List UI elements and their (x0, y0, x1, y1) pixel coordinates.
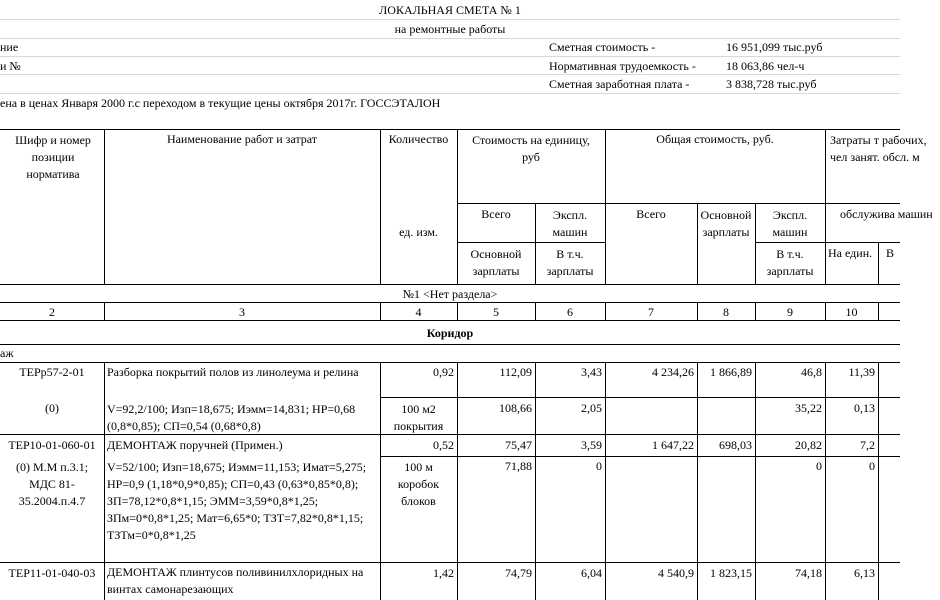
col-header-tc-mach: Экспл. машин (772, 208, 808, 239)
row-total-incl: 35,22 (795, 401, 822, 415)
col-header-labor-unit: На един. (828, 246, 873, 260)
object-label: ние (0, 40, 19, 54)
col-number: 9 (787, 305, 793, 319)
col-header-tc-incl: В т.ч. зарплаты (766, 247, 814, 278)
object-number-label: и № (0, 59, 21, 73)
col-header-uc-mach: Экспл. машин (552, 208, 588, 239)
row-qty: 0,52 (433, 438, 454, 452)
row-name: V=92,2/100; Изп=18,675; Иэмм=14,831; НР=0,68 (0,8*0,85); СП=0,54 (0,68*0,8) (107, 402, 356, 433)
col-number: 4 (415, 305, 422, 319)
row-unit-incl: 0 (596, 459, 602, 473)
summary-cost-value: 16 951,099 тыс.руб (726, 40, 823, 54)
row-total: 4 234,26 (652, 365, 694, 379)
summary-labor-label: Нормативная трудоемкость - (549, 59, 696, 73)
row-labor: 6,13 (854, 566, 875, 580)
col-number: 8 (723, 305, 729, 319)
subsection-title: Коридор (426, 326, 474, 340)
summary-wage-value: 3 838,728 тыс.руб (726, 77, 817, 91)
row-total-wage: 698,03 (719, 438, 752, 452)
row-total-mach: 20,82 (795, 438, 822, 452)
col-number: 3 (239, 305, 245, 319)
estimate-subtitle: на ремонтные работы (394, 22, 506, 36)
row-code: ТЕРр57-2-01 (19, 365, 85, 379)
summary-wage-label: Сметная заработная плата - (549, 77, 690, 91)
row-unit-wage: 108,66 (499, 401, 532, 415)
group-label: аж (0, 346, 14, 360)
col-number: 2 (49, 305, 55, 319)
row-total-wage: 1 866,89 (710, 365, 752, 379)
row-unit-incl: 2,05 (581, 401, 602, 415)
col-header-name: Наименование работ и затрат (166, 132, 318, 146)
row-unit-total: 74,79 (505, 566, 532, 580)
row-code: (0) М.М п.3.1; МДС 81-35.2004.п.4.7 (15, 460, 89, 508)
col-number: 6 (567, 305, 573, 319)
summary-cost-label: Сметная стоимость - (549, 40, 656, 54)
row-unit-total: 75,47 (505, 438, 532, 452)
row-labor-mach: 0,13 (854, 401, 875, 415)
col-header-labor-sub: обслужива машин (840, 207, 933, 221)
row-name: ДЕМОНТАЖ плинтусов поливинилхлоридных на винтах самонарезающих (107, 565, 364, 596)
row-total: 4 540,9 (658, 566, 694, 580)
row-name: V=52/100; Изп=18,675; Иэмм=11,153; Имат=5,275; НР=0,9 (1,18*0,9*0,85); СП=0,43 (0,63*0,85*0,8); ЗП=78,12*0,8*1,15; ЭММ=3,59*0,8*1,25; ЗПм=0*0,8*1,25; Мат=6,65*0; ТЗТ=7,82*0,8*1,15; ТЗТм=0*0,8*1,25 (107, 460, 367, 542)
row-qty: 1,42 (433, 566, 454, 580)
row-unit-mach: 3,43 (581, 365, 602, 379)
row-total-incl: 0 (816, 459, 822, 473)
col-header-uc-incl: В т.ч. зарплаты (546, 247, 594, 278)
row-unit-wage: 71,88 (505, 459, 532, 473)
row-labor-mach: 0 (869, 459, 875, 473)
row-name: ДЕМОНТАЖ поручней (Примен.) (107, 438, 283, 452)
row-labor: 11,39 (848, 365, 875, 379)
price-basis: ена в ценах Января 2000 г.с переходом в текущие цены октября 2017г. ГОССЭТАЛОН (0, 96, 441, 110)
row-total-mach: 74,18 (795, 566, 822, 580)
row-unit: 100 м2 покрытия (393, 402, 444, 433)
col-header-tc-total: Всего (636, 207, 666, 221)
col-header-uc-total: Всего (481, 207, 511, 221)
row-qty: 0,92 (433, 365, 454, 379)
col-header-uc-wage: Основной зарплаты (470, 247, 522, 278)
col-header-total-cost: Общая стоимость, руб. (656, 132, 774, 146)
row-total-wage: 1 823,15 (710, 566, 752, 580)
col-header-unit-cost: Стоимость на единицу, руб (472, 133, 590, 164)
row-total: 1 647,22 (652, 438, 694, 452)
col-number: 7 (648, 305, 654, 319)
row-labor: 7,2 (860, 438, 875, 452)
col-header-qty: Количество (388, 132, 449, 146)
col-number: 10 (845, 305, 858, 319)
col-header-code: Шифр и номер позиции норматива (15, 133, 91, 181)
col-header-unit: ед. изм. (399, 225, 438, 239)
row-total-mach: 46,8 (801, 365, 822, 379)
row-code: (0) (45, 401, 59, 415)
row-unit-total: 112,09 (499, 365, 532, 379)
row-code: ТЕР10-01-060-01 (8, 438, 96, 452)
summary-labor-value: 18 063,86 чел-ч (726, 59, 805, 73)
col-number: 5 (493, 305, 499, 319)
section-title: №1 <Нет раздела> (402, 287, 498, 301)
col-header-labor-all: В (886, 246, 895, 260)
row-name: Разборка покрытий полов из линолеума и релина (107, 365, 359, 379)
row-unit-mach: 6,04 (581, 566, 602, 580)
row-unit: 100 м коробок блоков (397, 460, 440, 508)
row-unit-mach: 3,59 (581, 438, 602, 452)
estimate-title: ЛОКАЛЬНАЯ СМЕТА № 1 (379, 3, 521, 17)
col-header-labor: Затраты т рабочих, чел занят. обсл. м (830, 133, 927, 164)
row-code: ТЕР11-01-040-03 (8, 566, 96, 580)
col-header-tc-wage: Основной зарплаты (700, 208, 752, 239)
